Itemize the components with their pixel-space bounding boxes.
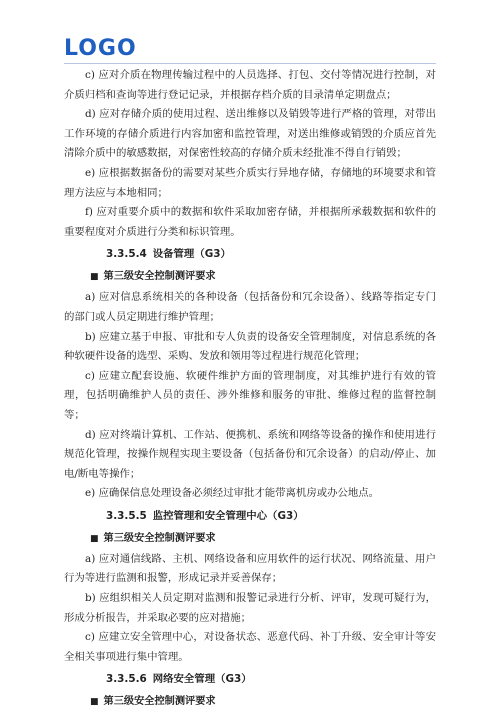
paragraph: a) 应对通信线路、主机、网络设备和应用软件的运行状况、网络流量、用户行为等进行监测和报警，形成记录并妥善保存； (64, 552, 436, 585)
section-heading (64, 667, 436, 691)
paragraph: d) 应对存储介质的使用过程、送出维修以及销毁等进行严格的管理，对带出工作环境的存储介质进行内容加密和监控管理，对送出维修或销毁的介质应首先清除介质中的敏感数据，对保密性较高的存储介质未经批准不得自行销毁； (64, 108, 436, 160)
subsection-text: 第三级安全控制测评要求 (103, 532, 216, 544)
square-bullet-icon: ■ (90, 272, 99, 283)
paragraph: e) 应根据数据备份的需要对某些介质实行异地存储，存储地的环境要求和管理方法应与本地相同； (64, 166, 436, 199)
paragraph: b) 应组织相关人员定期对监测和报警记录进行分析、评审，发现可疑行为，形成分析报告，并采取必要的应对措施； (64, 592, 436, 624)
section-number: 3.3.5.4 (106, 248, 147, 261)
subsection-text: 第三级安全控制测评要求 (103, 696, 216, 708)
square-bullet-icon: ■ (90, 533, 99, 544)
paragraph: f) 应对重要介质中的数据和软件采取加密存储，并根据所承载数据和软件的重要程度对介质进行分类和标识管理。 (64, 206, 436, 238)
square-bullet-icon: ■ (90, 697, 99, 708)
paragraph: c) 应建立安全管理中心，对设备状态、恶意代码、补丁升级、安全审计等安全相关事项进行集中管理。 (64, 631, 436, 663)
section-heading (64, 242, 436, 266)
section-title: 设备管理（G3） (152, 248, 231, 261)
section-title: 网络安全管理（G3） (152, 673, 252, 686)
subsection-label (64, 528, 436, 550)
subsection-text: 第三级安全控制测评要求 (103, 271, 216, 283)
paragraph: a) 应对信息系统相关的各种设备（包括备份和冗余设备）、线路等指定专门的部门或人员定期进行维护管理； (64, 291, 436, 323)
logo: LOGO (64, 36, 137, 61)
section-title: 监控管理和安全管理中心（G3） (152, 509, 304, 522)
paragraph: c) 应建立配套设施、软硬件维护方面的管理制度，对其维护进行有效的管理，包括明确维护人员的责任、涉外维修和服务的审批、维修过程的监督控制等； (64, 369, 436, 421)
section-number: 3.3.5.5 (106, 509, 147, 522)
section-number: 3.3.5.6 (106, 673, 147, 686)
paragraph: b) 应建立基于申报、审批和专人负责的设备安全管理制度，对信息系统的各种软硬件设备的选型、采购、发放和领用等过程进行规范化管理； (64, 330, 436, 363)
header-divider (64, 63, 436, 64)
subsection-label (64, 691, 436, 713)
paragraph: e) 应确保信息处理设备必须经过审批才能带离机房或办公地点。 (85, 487, 380, 500)
subsection-label (64, 266, 436, 288)
document-body (64, 66, 436, 713)
paragraph: d) 应对终端计算机、工作站、便携机、系统和网络等设备的操作和使用进行规范化管理，按操作规程实现主要设备（包括备份和冗余设备）的启动/停止、加电/断电等操作； (64, 428, 436, 480)
section-heading (64, 504, 436, 528)
paragraph: c) 应对介质在物理传输过程中的人员选择、打包、交付等情况进行控制，对介质归档和查询等进行登记记录，并根据存档介质的目录清单定期盘点； (64, 69, 436, 101)
